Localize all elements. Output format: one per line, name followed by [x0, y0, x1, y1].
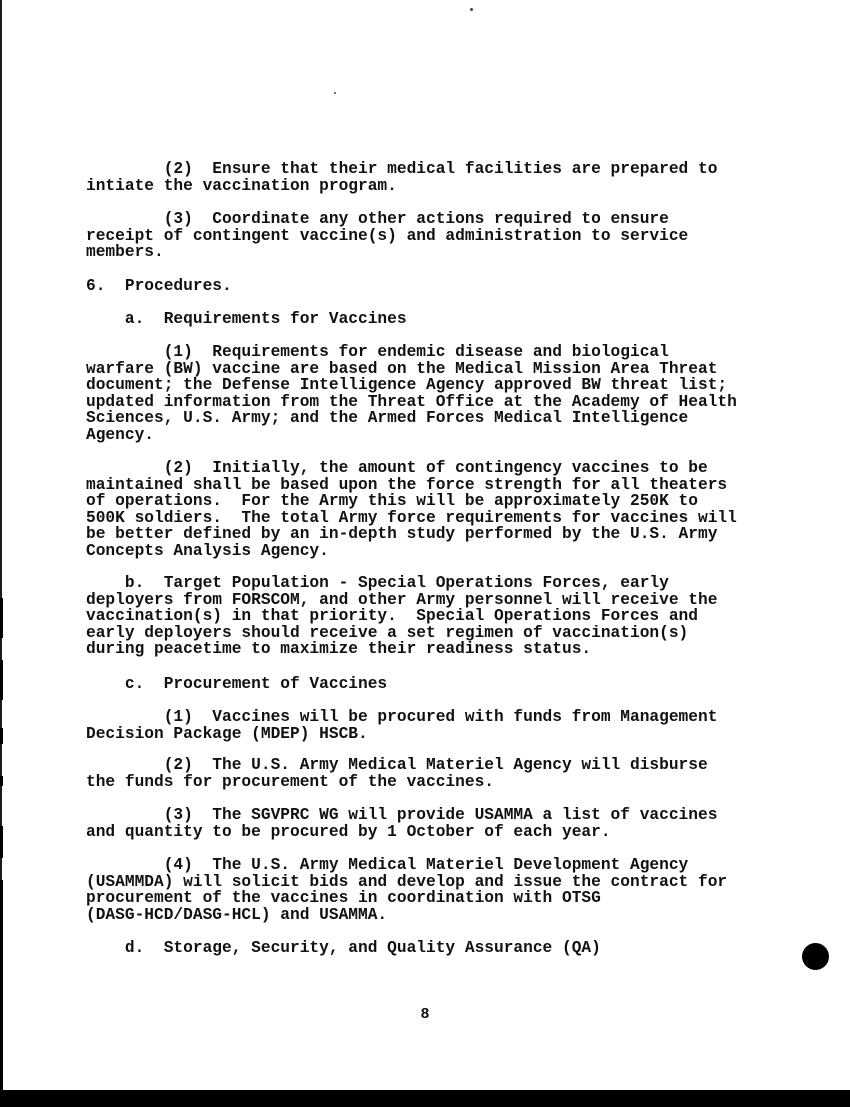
text-line: updated information from the Threat Office at the Academy of Health [86, 392, 737, 411]
text-line: Sciences, U.S. Army; and the Armed Forces Medical Intelligence [86, 409, 689, 428]
text-line: early deployers should receive a set regimen of vaccination(s) [86, 623, 689, 642]
scan-margin-mark [0, 660, 3, 700]
scan-margin-mark [0, 826, 3, 858]
scan-speck [470, 8, 473, 11]
text-line: procurement of the vaccines in coordination with OTSG [86, 889, 601, 908]
paragraph-5-2 [86, 161, 786, 194]
text-line: (USAMMDA) will solicit bids and develop and issue the contract for [86, 872, 728, 891]
text-line: a. Requirements for Vaccines [86, 310, 407, 328]
text-line: (2) Initially, the amount of contingency vaccines to be [86, 459, 708, 477]
paragraph-5-3 [86, 211, 786, 261]
section-6-heading [86, 278, 786, 295]
text-line: (1) Requirements for endemic disease and biological [86, 343, 669, 361]
text-line: Concepts Analysis Agency. [86, 541, 329, 560]
text-line: maintained shall be based upon the force strength for all theaters [86, 475, 728, 494]
text-line: (DASG-HCD/DASG-HCL) and USAMMA. [86, 905, 388, 924]
subsection-a-heading [86, 311, 786, 328]
text-line: (1) Vaccines will be procured with funds from Management [86, 708, 718, 726]
text-line: (2) The U.S. Army Medical Materiel Agency will disburse [86, 756, 708, 774]
text-line: (4) The U.S. Army Medical Materiel Development Agency [86, 856, 689, 874]
text-line: (3) The SGVPRC WG will provide USAMMA a list of vaccines [86, 806, 718, 824]
scan-margin-mark [0, 776, 3, 786]
text-line: deployers from FORSCOM, and other Army personnel will receive the [86, 590, 718, 609]
scan-margin-mark [0, 880, 3, 1090]
text-line: of operations. For the Army this will be approximately 250K to [86, 492, 698, 511]
text-line: 500K soldiers. The total Army force requirements for vaccines will [86, 508, 737, 527]
subsection-b [86, 575, 786, 658]
text-line: document; the Defense Intelligence Agency approved BW threat list; [86, 376, 728, 395]
text-line: b. Target Population - Special Operations Forces, early [86, 574, 669, 592]
text-line: Decision Package (MDEP) HSCB. [86, 724, 368, 743]
text-line: warfare (BW) vaccine are based on the Medical Mission Area Threat [86, 359, 718, 378]
text-line: intiate the vaccination program. [86, 176, 397, 195]
punch-hole-mark [802, 943, 829, 970]
paragraph-c-3 [86, 807, 786, 840]
text-line: receipt of contingent vaccine(s) and administration to service [86, 226, 689, 245]
text-line: and quantity to be procured by 1 October of each year. [86, 822, 611, 841]
text-line: 6. Procedures. [86, 277, 232, 295]
scan-bottom-edge [0, 1090, 850, 1107]
scan-margin-mark [0, 598, 3, 638]
scan-margin-mark [0, 728, 3, 744]
subsection-c-heading [86, 676, 786, 693]
text-line: vaccination(s) in that priority. Special Operations Forces and [86, 607, 698, 626]
page-number: 8 [420, 1006, 430, 1023]
text-line: Agency. [86, 425, 154, 444]
paragraph-a-1 [86, 344, 786, 444]
text-line: (2) Ensure that their medical facilities are prepared to [86, 160, 718, 178]
paragraph-c-4 [86, 857, 786, 923]
text-line: members. [86, 243, 164, 262]
text-line: the funds for procurement of the vaccines. [86, 772, 494, 791]
paragraph-a-2 [86, 460, 786, 560]
scan-speck [334, 92, 336, 94]
subsection-d-heading [86, 940, 786, 957]
paragraph-c-1 [86, 709, 786, 742]
text-line: c. Procurement of Vaccines [86, 675, 388, 693]
text-line: be better defined by an in-depth study performed by the U.S. Army [86, 525, 718, 544]
paragraph-c-2 [86, 757, 786, 790]
text-line: d. Storage, Security, and Quality Assurance (QA) [86, 939, 601, 957]
text-line: during peacetime to maximize their readiness status. [86, 640, 592, 659]
text-line: (3) Coordinate any other actions required to ensure [86, 210, 669, 228]
